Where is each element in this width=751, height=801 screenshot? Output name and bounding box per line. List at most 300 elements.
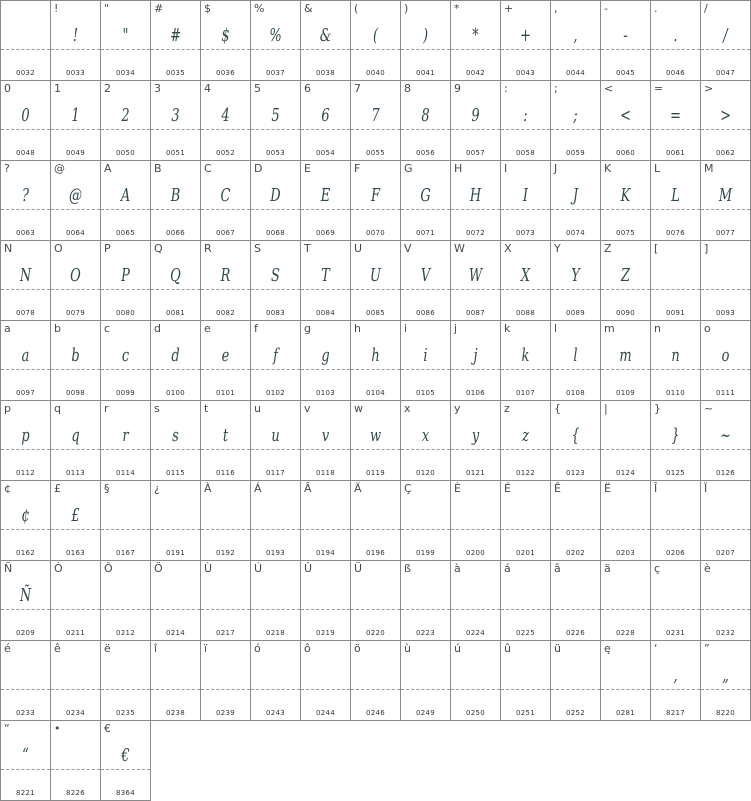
glyph-cell-character-label: ê xyxy=(54,642,61,655)
glyph-cell-character-label: ! xyxy=(54,2,59,15)
glyph-cell-character-label: Á xyxy=(254,482,262,495)
glyph-cell-character-label: 5 xyxy=(254,82,261,95)
glyph-cell xyxy=(400,160,451,241)
glyph-cell-character-label: j xyxy=(454,322,458,335)
glyph-cell-code: 0233 xyxy=(15,709,35,717)
glyph-cell-character-label: e xyxy=(204,322,211,335)
glyph-cell-code: 0056 xyxy=(415,149,435,157)
glyph-cell-character-label: ” xyxy=(704,642,710,655)
glyph-cell-character-label: ö xyxy=(354,642,361,655)
glyph-cell-character-label: 0 xyxy=(4,82,11,95)
glyph-cell-code: 0040 xyxy=(365,69,385,77)
glyph-sample xyxy=(408,499,443,533)
glyph-cell xyxy=(700,240,751,321)
glyph-cell-code: 8226 xyxy=(65,789,85,797)
glyph-cell xyxy=(100,240,151,321)
glyph-sample: r xyxy=(122,425,129,446)
glyph-cell xyxy=(350,240,401,321)
glyph-cell xyxy=(50,0,101,81)
glyph-sample: W xyxy=(468,265,483,286)
glyph-cell-character-label: ü xyxy=(554,642,561,655)
glyph-cell-character-label: o xyxy=(704,322,711,335)
glyph-cell-code: 0091 xyxy=(665,309,685,317)
glyph-sample: 0 xyxy=(21,105,30,126)
glyph-cell-code: 0055 xyxy=(365,149,385,157)
glyph-cell-character-label: { xyxy=(554,402,561,415)
glyph-sample xyxy=(458,659,493,693)
glyph-cell xyxy=(550,80,601,161)
glyph-cell-code: 0043 xyxy=(515,69,535,77)
glyph-cell xyxy=(0,560,51,641)
glyph-cell-code: 0220 xyxy=(365,629,385,637)
glyph-cell-code: 0226 xyxy=(565,629,585,637)
glyph-sample: f xyxy=(273,345,278,366)
glyph-cell xyxy=(600,640,651,721)
glyph-cell-character-label: Î xyxy=(654,482,658,495)
glyph-cell xyxy=(200,160,251,241)
glyph-cell-code: 0109 xyxy=(615,389,635,397)
glyph-cell xyxy=(450,240,501,321)
glyph-cell xyxy=(50,720,101,801)
glyph-sample: / xyxy=(723,25,728,46)
glyph-cell-code: 0114 xyxy=(115,469,135,477)
glyph-cell xyxy=(350,160,401,241)
glyph-cell-character-label: ~ xyxy=(704,402,714,415)
glyph-sample: 4 xyxy=(221,105,230,126)
glyph-cell xyxy=(650,560,701,641)
glyph-cell-code: 0101 xyxy=(215,389,235,397)
glyph-cell-code: 0053 xyxy=(265,149,285,157)
glyph-cell-code: 0068 xyxy=(265,229,285,237)
glyph-sample: 9 xyxy=(471,105,480,126)
glyph-cell xyxy=(650,480,701,561)
glyph-cell xyxy=(700,400,751,481)
glyph-sample xyxy=(508,659,543,693)
glyph-cell xyxy=(400,640,451,721)
glyph-cell xyxy=(250,320,301,401)
glyph-sample: d xyxy=(171,345,180,366)
glyph-cell-character-label: s xyxy=(154,402,160,415)
glyph-cell-code: 0214 xyxy=(165,629,185,637)
glyph-cell xyxy=(100,0,151,81)
glyph-cell-code: 0066 xyxy=(165,229,185,237)
glyph-cell-character-label: à xyxy=(454,562,461,575)
glyph-cell xyxy=(450,560,501,641)
glyph-cell-code: 0049 xyxy=(65,149,85,157)
glyph-cell-character-label: Ä xyxy=(354,482,362,495)
glyph-cell xyxy=(200,640,251,721)
glyph-cell-code: 0238 xyxy=(165,709,185,717)
glyph-cell xyxy=(200,0,251,81)
glyph-cell xyxy=(50,560,101,641)
glyph-sample xyxy=(208,499,243,533)
glyph-sample: ) xyxy=(422,25,429,46)
glyph-sample: R xyxy=(220,265,231,286)
glyph-cell-code: 0075 xyxy=(615,229,635,237)
glyph-sample xyxy=(308,579,343,613)
glyph-sample xyxy=(608,419,643,453)
glyph-sample: p xyxy=(21,425,30,446)
glyph-cell-character-label: c xyxy=(104,322,111,335)
glyph-cell-code: 0203 xyxy=(615,549,635,557)
glyph-cell-code: 0065 xyxy=(115,229,135,237)
glyph-cell-character-label: Ú xyxy=(254,562,263,575)
glyph-cell-code: 0219 xyxy=(315,629,335,637)
glyph-cell xyxy=(700,0,751,81)
glyph-cell-code: 0116 xyxy=(215,469,235,477)
glyph-cell-character-label: / xyxy=(704,2,708,15)
glyph-cell-character-label: N xyxy=(4,242,13,255)
glyph-sample: . xyxy=(673,25,678,46)
glyph-cell xyxy=(500,80,551,161)
glyph-sample xyxy=(708,579,743,613)
glyph-cell xyxy=(450,480,501,561)
glyph-sample xyxy=(58,739,93,773)
glyph-cell-code: 0199 xyxy=(415,549,435,557)
glyph-cell-character-label: I xyxy=(504,162,508,175)
glyph-cell-character-label: ï xyxy=(204,642,208,655)
glyph-sample: @ xyxy=(69,185,82,206)
glyph-sample xyxy=(58,659,93,693)
glyph-sample xyxy=(58,579,93,613)
glyph-cell xyxy=(200,400,251,481)
glyph-cell-character-label: Ë xyxy=(604,482,611,495)
glyph-cell xyxy=(0,160,51,241)
glyph-cell xyxy=(700,80,751,161)
glyph-cell-code: 0034 xyxy=(115,69,135,77)
glyph-cell-character-label: M xyxy=(704,162,714,175)
glyph-cell-code: 0121 xyxy=(465,469,485,477)
glyph-cell-code: 0070 xyxy=(365,229,385,237)
glyph-sample: t xyxy=(222,425,229,446)
glyph-sample xyxy=(608,659,643,693)
glyph-cell xyxy=(150,240,201,321)
glyph-cell xyxy=(700,160,751,241)
glyph-cell-code: 0191 xyxy=(165,549,185,557)
glyph-cell-character-label: • xyxy=(54,722,61,735)
glyph-sample: l xyxy=(573,345,578,366)
glyph-sample xyxy=(158,659,193,693)
glyph-sample: Q xyxy=(170,265,181,286)
glyph-cell-character-label: H xyxy=(454,162,463,175)
glyph-cell xyxy=(400,0,451,81)
glyph-sample xyxy=(108,579,143,613)
glyph-sample: B xyxy=(170,185,181,206)
glyph-sample: A xyxy=(120,185,131,206)
glyph-cell xyxy=(600,480,651,561)
glyph-sample: e xyxy=(221,345,230,366)
glyph-cell-character-label: V xyxy=(404,242,412,255)
glyph-cell xyxy=(650,0,701,81)
glyph-sample: : xyxy=(523,105,528,126)
glyph-sample xyxy=(408,579,443,613)
glyph-cell xyxy=(0,640,51,721)
glyph-cell-character-label: ; xyxy=(554,82,558,95)
glyph-sample: # xyxy=(170,25,181,46)
glyph-cell xyxy=(300,80,351,161)
glyph-sample: N xyxy=(19,265,32,286)
glyph-cell-code: 0117 xyxy=(265,469,285,477)
glyph-cell xyxy=(500,480,551,561)
glyph-cell-code: 0125 xyxy=(665,469,685,477)
glyph-cell xyxy=(200,240,251,321)
glyph-cell-code: 0108 xyxy=(565,389,585,397)
glyph-sample xyxy=(558,499,593,533)
glyph-sample: E xyxy=(320,185,331,206)
glyph-sample xyxy=(158,579,193,613)
glyph-cell-code: 0032 xyxy=(15,69,35,77)
glyph-cell-code: 0067 xyxy=(215,229,235,237)
glyph-cell xyxy=(50,400,101,481)
glyph-cell xyxy=(400,480,451,561)
glyph-cell-character-label: t xyxy=(204,402,209,415)
glyph-sample: + xyxy=(520,25,531,46)
glyph-cell xyxy=(250,80,301,161)
glyph-cell-character-label: # xyxy=(154,2,164,15)
glyph-sample: $ xyxy=(221,25,230,46)
glyph-cell xyxy=(350,560,401,641)
glyph-cell xyxy=(600,160,651,241)
glyph-cell-character-label: y xyxy=(454,402,461,415)
glyph-cell-character-label: W xyxy=(454,242,465,255)
glyph-cell-character-label: T xyxy=(304,242,311,255)
glyph-cell xyxy=(500,240,551,321)
glyph-cell-character-label: x xyxy=(404,402,411,415)
glyph-sample: P xyxy=(121,265,130,286)
glyph-sample xyxy=(8,19,43,53)
glyph-cell xyxy=(200,480,251,561)
glyph-cell xyxy=(400,320,451,401)
glyph-cell-code: 0093 xyxy=(715,309,735,317)
glyph-cell-code: 0206 xyxy=(665,549,685,557)
glyph-cell-character-label: p xyxy=(4,402,11,415)
glyph-cell xyxy=(600,400,651,481)
glyph-cell-code: 0048 xyxy=(15,149,35,157)
glyph-cell-character-label: g xyxy=(304,322,311,335)
glyph-sample: Z xyxy=(620,265,630,286)
glyph-cell-code: 0119 xyxy=(365,469,385,477)
glyph-cell-character-label: É xyxy=(504,482,511,495)
glyph-cell xyxy=(550,640,601,721)
glyph-sample: 8 xyxy=(421,105,430,126)
glyph-cell-code: 0194 xyxy=(315,549,335,557)
glyph-sample xyxy=(158,499,193,533)
glyph-cell-code: 0098 xyxy=(65,389,85,397)
glyph-cell-character-label: i xyxy=(404,322,408,335)
glyph-cell-character-label: 7 xyxy=(354,82,361,95)
glyph-cell xyxy=(200,80,251,161)
glyph-cell xyxy=(150,640,201,721)
glyph-cell xyxy=(150,320,201,401)
glyph-sample: z xyxy=(522,425,529,446)
glyph-sample: ! xyxy=(72,25,79,46)
glyph-sample xyxy=(358,499,393,533)
glyph-cell xyxy=(600,320,651,401)
glyph-cell-character-label: , xyxy=(554,2,558,15)
glyph-cell xyxy=(100,640,151,721)
glyph-cell-character-label: n xyxy=(654,322,661,335)
glyph-cell-character-label: % xyxy=(254,2,265,15)
glyph-cell-code: 0087 xyxy=(465,309,485,317)
glyph-cell xyxy=(400,80,451,161)
glyph-sample: L xyxy=(671,185,680,206)
glyph-cell-character-label: û xyxy=(504,642,511,655)
glyph-cell-character-label: f xyxy=(254,322,258,335)
glyph-cell-code: 0072 xyxy=(465,229,485,237)
glyph-cell xyxy=(250,400,301,481)
glyph-sample: j xyxy=(473,345,478,366)
glyph-cell-code: 0085 xyxy=(365,309,385,317)
glyph-cell xyxy=(100,560,151,641)
glyph-cell-code: 0249 xyxy=(415,709,435,717)
glyph-cell xyxy=(350,400,401,481)
glyph-sample: ; xyxy=(573,105,578,126)
glyph-cell-character-label: b xyxy=(54,322,61,335)
glyph-cell xyxy=(350,640,401,721)
glyph-cell-code: 0251 xyxy=(515,709,535,717)
glyph-sample: v xyxy=(321,425,330,446)
glyph-sample: I xyxy=(522,185,529,206)
glyph-sample: X xyxy=(520,265,531,286)
glyph-cell xyxy=(0,80,51,161)
glyph-sample: 2 xyxy=(121,105,130,126)
glyph-cell xyxy=(700,640,751,721)
glyph-cell xyxy=(50,320,101,401)
glyph-cell-code: 0126 xyxy=(715,469,735,477)
glyph-cell xyxy=(300,560,351,641)
glyph-cell-code: 0060 xyxy=(615,149,635,157)
glyph-cell-code: 0223 xyxy=(415,629,435,637)
glyph-cell-character-label: ( xyxy=(354,2,359,15)
glyph-cell xyxy=(550,400,601,481)
glyph-cell-character-label: : xyxy=(504,82,508,95)
glyph-cell-code: 8220 xyxy=(715,709,735,717)
glyph-sample: ‚ xyxy=(673,665,678,686)
glyph-cell-code: 0081 xyxy=(165,309,185,317)
glyph-cell-character-label: d xyxy=(154,322,161,335)
glyph-cell xyxy=(0,320,51,401)
glyph-sample xyxy=(708,499,743,533)
glyph-cell-character-label: $ xyxy=(204,2,211,15)
glyph-sample: b xyxy=(71,345,80,366)
glyph-cell xyxy=(50,80,101,161)
glyph-sample: D xyxy=(270,185,281,206)
glyph-cell-code: 0099 xyxy=(115,389,135,397)
glyph-cell-character-label: U xyxy=(354,242,363,255)
glyph-sample xyxy=(608,499,643,533)
glyph-cell xyxy=(300,0,351,81)
glyph-sample: 6 xyxy=(321,105,330,126)
glyph-cell-character-label: “ xyxy=(4,722,10,735)
glyph-cell-code: 0041 xyxy=(415,69,435,77)
glyph-sample: S xyxy=(271,265,280,286)
glyph-cell-code: 0192 xyxy=(215,549,235,557)
glyph-cell xyxy=(300,480,351,561)
glyph-cell-code: 0059 xyxy=(565,149,585,157)
glyph-sample: u xyxy=(271,425,280,446)
glyph-cell xyxy=(150,480,201,561)
glyph-cell-character-label: Ù xyxy=(204,562,213,575)
glyph-sample xyxy=(508,579,543,613)
glyph-cell-character-label: ? xyxy=(4,162,10,175)
glyph-cell-code: 0097 xyxy=(15,389,35,397)
glyph-cell-character-label: ú xyxy=(454,642,461,655)
glyph-cell-character-label: E xyxy=(304,162,311,175)
glyph-sample: o xyxy=(721,345,730,366)
glyph-cell xyxy=(700,560,751,641)
glyph-cell xyxy=(500,400,551,481)
glyph-cell-character-label: Ü xyxy=(354,562,363,575)
glyph-sample xyxy=(308,499,343,533)
glyph-cell-character-label: î xyxy=(154,642,158,655)
glyph-cell-character-label: R xyxy=(204,242,212,255)
glyph-cell xyxy=(550,0,601,81)
glyph-cell xyxy=(550,320,601,401)
glyph-cell-code: 0069 xyxy=(315,229,335,237)
glyph-cell xyxy=(50,160,101,241)
glyph-cell xyxy=(100,720,151,801)
glyph-sample xyxy=(458,579,493,613)
glyph-cell-character-label: w xyxy=(354,402,363,415)
glyph-cell xyxy=(700,480,751,561)
glyph-sample: k xyxy=(521,345,530,366)
glyph-cell xyxy=(200,320,251,401)
glyph-cell xyxy=(150,0,201,81)
glyph-cell-code: 0167 xyxy=(115,549,135,557)
glyph-sample: ~ xyxy=(720,425,731,446)
glyph-cell-character-label: k xyxy=(504,322,511,335)
glyph-sample xyxy=(358,579,393,613)
glyph-cell-character-label: ¢ xyxy=(4,482,11,495)
glyph-cell-code: 0105 xyxy=(415,389,435,397)
glyph-sample xyxy=(108,659,143,693)
glyph-sample: c xyxy=(121,345,130,366)
glyph-cell-code: 0162 xyxy=(15,549,35,557)
glyph-cell-character-label: â xyxy=(554,562,561,575)
glyph-cell-code: 0239 xyxy=(215,709,235,717)
glyph-sample xyxy=(558,659,593,693)
glyph-cell-character-label: ç xyxy=(654,562,661,575)
glyph-cell-character-label: ó xyxy=(254,642,261,655)
glyph-sample xyxy=(658,499,693,533)
glyph-cell-code: 0244 xyxy=(315,709,335,717)
glyph-cell xyxy=(150,160,201,241)
glyph-cell-code: 0232 xyxy=(715,629,735,637)
glyph-cell xyxy=(300,240,351,321)
glyph-cell-code: 0106 xyxy=(465,389,485,397)
glyph-sample: n xyxy=(671,345,680,366)
glyph-sample xyxy=(258,659,293,693)
glyph-cell-character-label: h xyxy=(354,322,361,335)
glyph-sample xyxy=(8,659,43,693)
glyph-cell-character-label: - xyxy=(604,2,608,15)
glyph-cell-code: 0228 xyxy=(615,629,635,637)
glyph-cell-character-label: § xyxy=(104,482,110,495)
glyph-cell-code: 0082 xyxy=(215,309,235,317)
glyph-cell-code: 0045 xyxy=(615,69,635,77)
glyph-cell-character-label: ä xyxy=(604,562,611,575)
glyph-cell xyxy=(450,400,501,481)
glyph-cell-character-label: X xyxy=(504,242,512,255)
glyph-cell-code: 0115 xyxy=(165,469,185,477)
glyph-cell-code: 0113 xyxy=(65,469,85,477)
glyph-cell-character-label: á xyxy=(504,562,511,575)
glyph-cell-character-label: r xyxy=(104,402,109,415)
glyph-cell-character-label: ë xyxy=(104,642,111,655)
glyph-cell-character-label: ę xyxy=(604,642,611,655)
glyph-cell-character-label: È xyxy=(454,482,461,495)
glyph-cell-code: 0044 xyxy=(565,69,585,77)
